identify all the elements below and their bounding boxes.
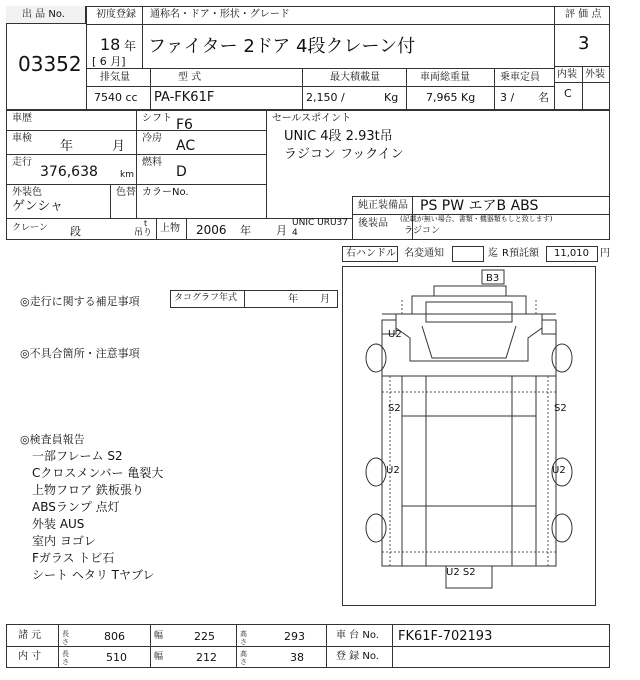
tag-b3: B3 [486,273,500,284]
upper-model: UNIC URU37 [292,218,348,228]
tacho-label: タコグラフ年式 [174,293,238,303]
color-no-label: 色替 [116,187,136,198]
chassis-label: 車 台 No. [336,630,379,641]
width: 225 [194,630,215,643]
tag-right-u2: U2 [552,465,566,476]
sales-point-2: ラジコン フックイン [284,147,404,162]
retrofit: ラジコン [404,226,441,236]
year-unit: 年 [124,39,137,53]
reg-label: 登 録 No. [336,651,379,662]
lot-number: 03352 [18,52,82,76]
upper-month-unit: 月 [276,224,287,237]
stage-unit: 段 [70,225,81,238]
first-reg-month: [ 6 月] [92,55,126,68]
r-unit: 円 [600,248,610,259]
upper-model-2: 4 [292,228,298,238]
shift: F6 [176,117,193,133]
upper-label: 上物 [160,223,180,234]
upper-year-unit: 年 [240,224,251,237]
inspector-line: 上物フロア 鉄板張り [32,483,144,497]
width-label: 幅 [154,631,164,641]
handle: 右ハンドル [346,248,396,259]
mileage: 376,638 [40,164,98,180]
i-length: 510 [106,651,127,664]
inspector-line: Fガラス トビ石 [32,551,115,565]
ac-label: 冷房 [142,133,162,144]
model-name-label: 通称名・ドア・形状・グレード [150,9,290,20]
i-height-label: 高さ [240,650,247,666]
color-label: 外装色 [12,187,42,198]
inspection-year: 年 [60,139,74,154]
max-load: 2,150 / [306,91,345,104]
crane-label: クレーン [12,223,48,233]
tag-left-u2: U2 [386,465,400,476]
tag-left-u2-top: U2 [388,329,402,340]
capacity: 3 / [500,91,515,104]
defects-label: ◎不具合箇所・注意事項 [20,347,140,360]
shift-label: シフト [142,113,172,124]
length: 806 [104,630,125,643]
truck-diagram [342,266,596,606]
upper-year: 2006 [196,223,227,237]
i-width: 212 [196,651,217,664]
inspector-line: 外装 AUS [32,517,85,531]
mileage-label: 走行 [12,157,32,168]
ac: AC [176,138,196,154]
inspector-line: ABSランプ 点灯 [32,500,120,514]
color-no-label2: カラーNo. [142,187,189,198]
inspector-line: 一部フレーム S2 [32,449,123,463]
inspection-month: 月 [112,139,126,154]
max-load-unit: Kg [384,91,399,104]
inspector-line: シート ヘタリ Tヤブレ [32,568,155,582]
fuel-label: 燃料 [142,157,162,168]
interior-label: 内装 [557,69,577,80]
ton-unit: t [144,219,148,228]
lift-unit: 吊り [134,228,153,238]
first-reg-label: 初度登録 [96,9,136,20]
driving-label: ◎走行に関する補足事項 [20,295,140,308]
inspector-label: ◎検査員報告 [20,433,85,446]
color: ゲンシャ [12,199,64,214]
sales-point-1: UNIC 4段 2.93t吊 [284,129,393,144]
displacement-label: 排気量 [100,72,130,83]
name-change-box [452,246,484,262]
model-code: PA-FK61F [154,90,215,105]
grade: 3 [578,33,590,54]
grade-label: 評 価 点 [565,9,602,20]
r-label: 迄 [488,248,498,259]
capacity-label: 乗車定員 [500,72,540,83]
gross-weight-label: 車両総重量 [420,72,470,83]
displacement: 7540 cc [94,91,138,104]
equipment-label: 純正装備品 [358,200,408,211]
interior-dims-label: 内 寸 [18,651,42,662]
height-label: 高さ [240,630,247,646]
tacho-month: 月 [320,294,330,305]
r-reading: 11,010 [554,248,589,259]
first-reg-year: 18 [100,35,121,54]
interior-grade: C [564,87,572,100]
capacity-unit: 名 [538,91,549,104]
history-label: 車歴 [12,113,32,124]
model-code-label: 型 式 [178,72,202,83]
inspector-line: 室内 ヨゴレ [32,534,96,548]
i-length-label: 長さ [62,650,69,666]
chassis-no: FK61F-702193 [398,629,493,644]
retrofit-label: 後装品 [358,218,388,229]
name-change: 名変通知 [404,248,444,259]
mileage-unit: km [120,170,134,180]
model-name: ファイター 2ドア 4段クレーン付 [148,36,416,57]
lot-label: 出 品 No. [22,9,65,20]
tag-left-s2: S2 [388,403,401,414]
tag-bottom: U2 S2 [446,567,476,578]
inspector-line: Cクロスメンバー 亀裂大 [32,466,164,480]
equipment: PS PW エアB ABS [420,198,539,214]
max-load-label: 最大積載量 [330,72,380,83]
fuel: D [176,164,187,180]
tag-right-s2: S2 [554,403,567,414]
i-height: 38 [290,651,304,664]
length-label: 長さ [62,630,69,646]
dims-label: 諸 元 [18,630,42,641]
inspection-label: 車検 [12,133,32,144]
exterior-label: 外装 [585,69,605,80]
i-width-label: 幅 [154,652,164,662]
height: 293 [284,630,305,643]
tacho-year: 年 [288,294,298,305]
gross-weight: 7,965 Kg [426,91,476,104]
retrofit-note: (記載が無い場合、書類・機器類もしと致します) [400,215,553,223]
r-reading-label: R預託額 [502,248,539,259]
sales-points-label: セールスポイント [272,113,352,124]
